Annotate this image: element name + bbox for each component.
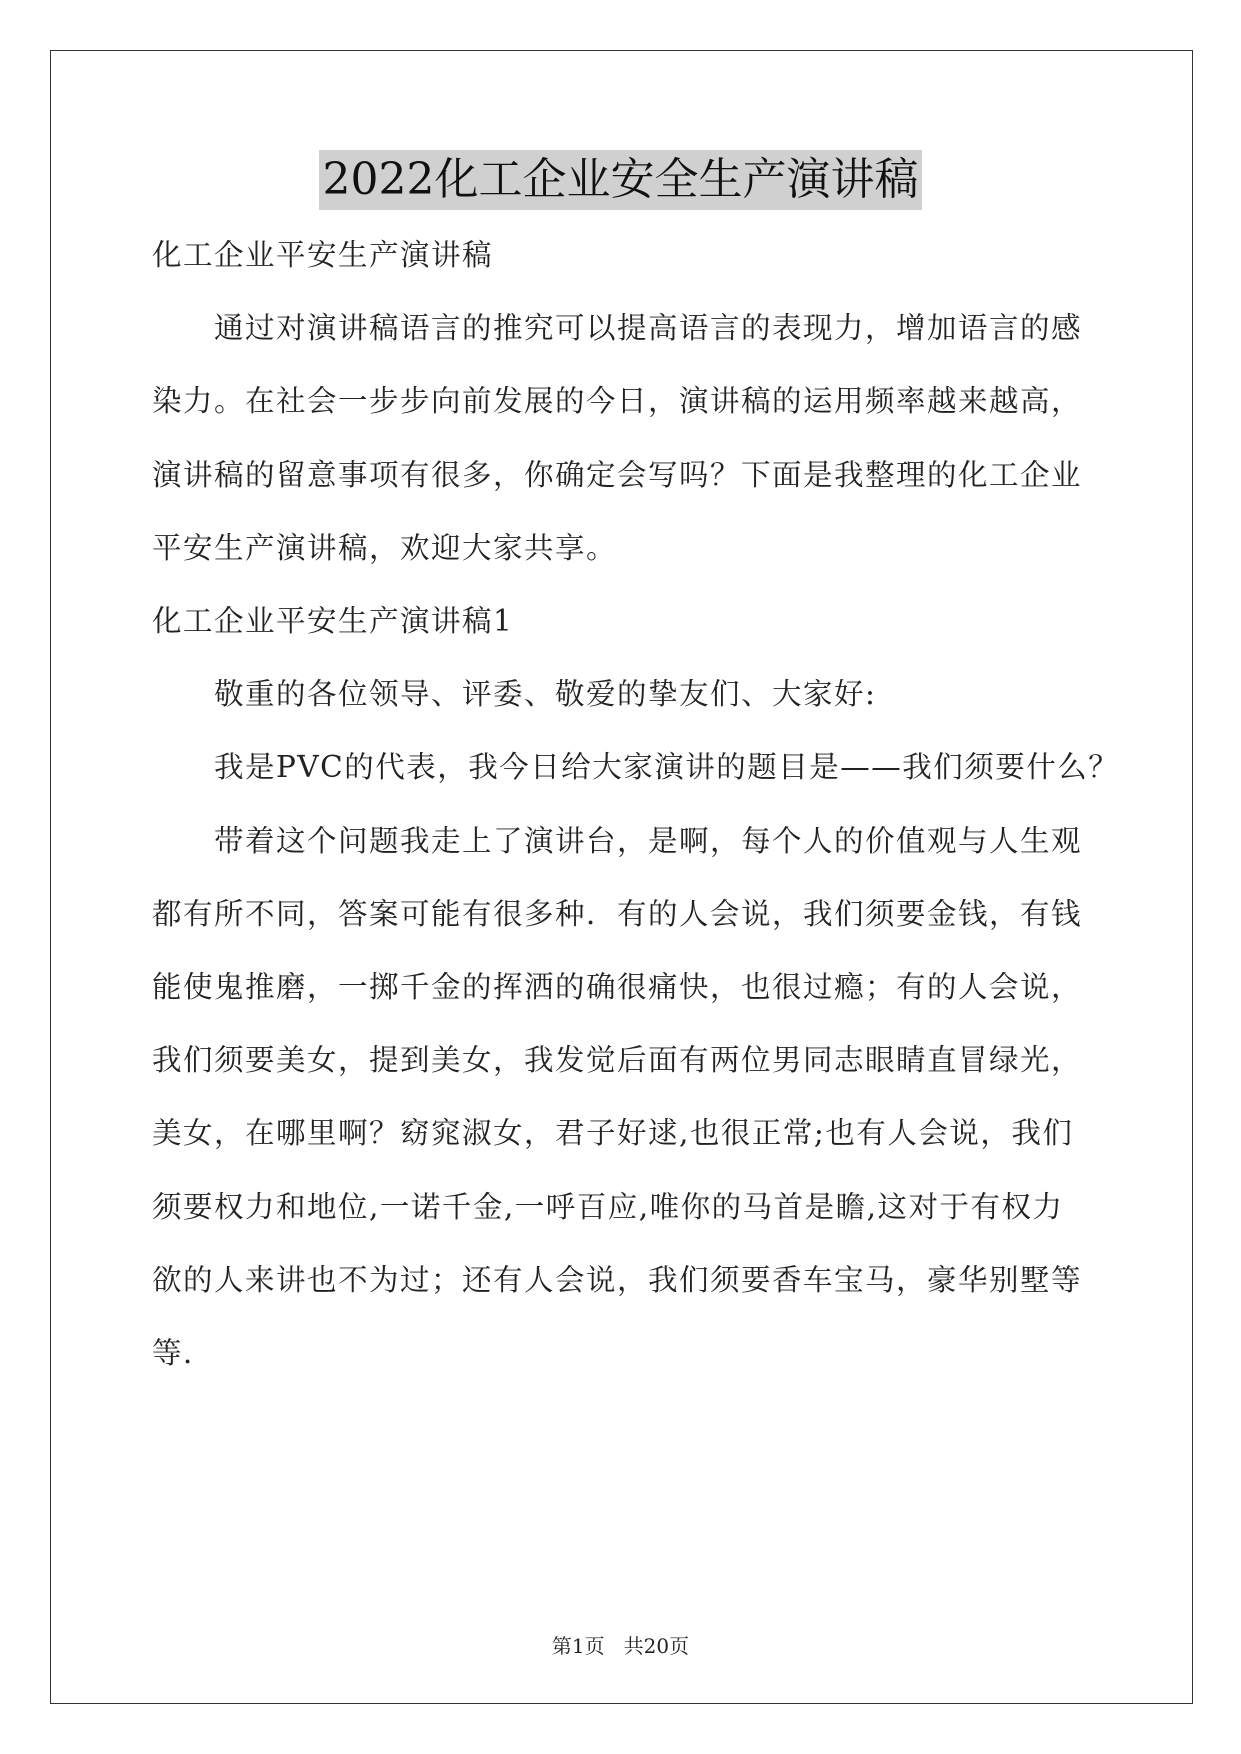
body-line: 欲的人来讲也不为过；还有人会说，我们须要香车宝马，豪华别墅等 (152, 1262, 1083, 1297)
body-line: 都有所不同，答案可能有很多种．有的人会说，我们须要金钱，有钱 (152, 896, 1083, 931)
body-line: 等． (152, 1336, 215, 1370)
body-line: 带着这个问题我走上了演讲台，是啊，每个人的价值观与人生观 (214, 823, 1083, 858)
body-line: 美女，在哪里啊？窈窕淑女，君子好逑,也很正常;也有人会说，我们 (152, 1116, 1074, 1151)
body-line: 敬重的各位领导、评委、敬爱的挚友们、大家好: (214, 677, 877, 712)
title-container (0, 150, 1241, 210)
body-line: 我是PVC的代表，我今日给大家演讲的题目是——我们须要什么？ (214, 750, 1120, 785)
body-line: 平安生产演讲稿，欢迎大家共享。 (152, 530, 618, 565)
body-line: 化工企业平安生产演讲稿1 (152, 604, 514, 638)
page-border (50, 50, 1193, 1704)
body-line: 我们须要美女，提到美女，我发觉后面有两位男同志眼睛直冒绿光， (152, 1043, 1083, 1078)
body-line: 染力。在社会一步步向前发展的今日，演讲稿的运用频率越来越高， (152, 384, 1083, 419)
page-footer: 第1页 共20页 (551, 1634, 690, 1658)
body-line: 通过对演讲稿语言的推究可以提高语言的表现力，增加语言的感 (214, 311, 1083, 346)
body-line: 化工企业平安生产演讲稿 (152, 238, 494, 272)
document-title: 2022化工企业安全生产演讲稿 (319, 150, 923, 210)
body-line: 须要权力和地位,一诺千金,一呼百应,唯你的马首是瞻,这对于有权力 (152, 1189, 1064, 1224)
body-line: 演讲稿的留意事项有很多，你确定会写吗？下面是我整理的化工企业 (152, 457, 1083, 492)
body-line: 能使鬼推磨，一掷千金的挥洒的确很痛快，也很过瘾；有的人会说， (152, 970, 1083, 1004)
